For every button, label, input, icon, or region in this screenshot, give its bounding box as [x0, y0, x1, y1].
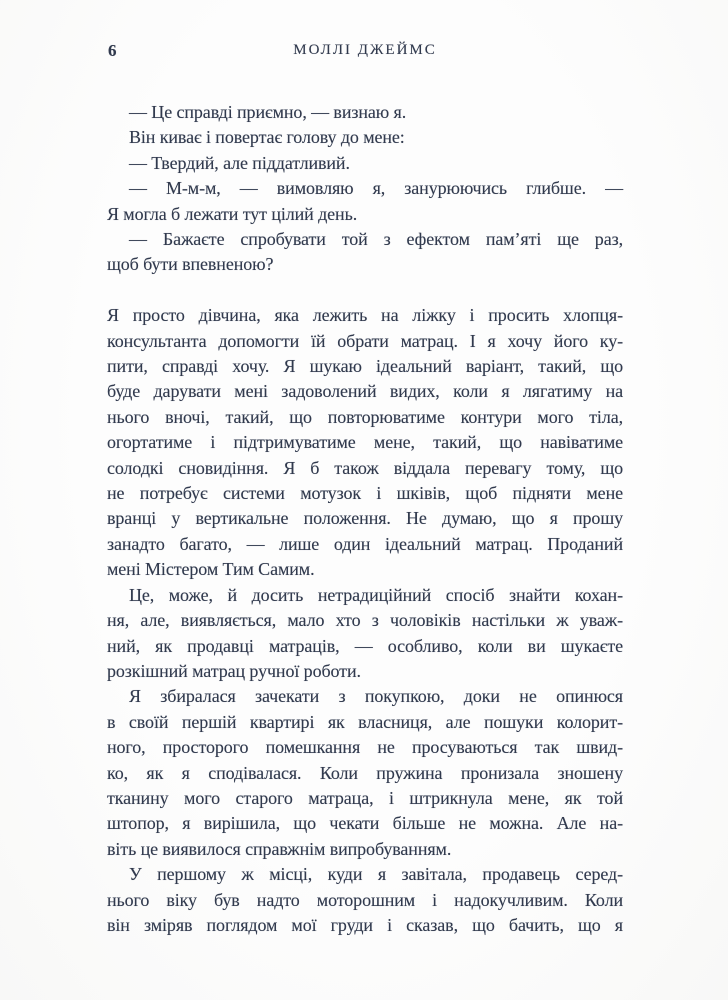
paragraph — [107, 684, 623, 862]
text-line: нього віку був надто моторошним і надокучливим. Коли — [107, 889, 623, 910]
text-line: мені Містером Тим Самим. — [107, 559, 315, 580]
text-line: — М-м-м, — вимовляю я, занурюючись глибше. — — [129, 178, 623, 199]
paragraph — [107, 583, 623, 685]
text-line: буде дарувати мені задоволений видих, коли я лягатиму на — [107, 381, 623, 402]
text-line: він зміряв поглядом мої груди і сказав, що бачить, що я — [107, 914, 623, 935]
page-header — [107, 41, 623, 63]
paragraph — [107, 303, 623, 582]
paragraph — [107, 151, 623, 176]
text-line: не потребує системи мотузок і шківів, щоб підняти мене — [107, 483, 623, 504]
text-line: Це, може, й досить нетрадиційний спосіб знайти кохан- — [129, 584, 623, 605]
body-text — [107, 100, 623, 938]
page-number: 6 — [108, 41, 117, 60]
text-line: солодкі сновидіння. Я б також віддала перевагу тому, що — [107, 457, 623, 478]
text-line: ний, як продавці матраців, — особливо, коли ви шукаєте — [107, 635, 623, 656]
paragraph — [107, 100, 623, 125]
text-line: віть це виявилося справжнім випробуванням. — [107, 838, 452, 859]
text-line: огортатиме і підтримуватиме мене, такий, що навіватиме — [107, 432, 623, 453]
running-header-title: МОЛЛІ ДЖЕЙМС — [293, 42, 437, 58]
text-line: щоб бути впевненою? — [107, 254, 274, 275]
text-line: тканину мого старого матраца, і штрикнула мене, як той — [107, 787, 623, 808]
paragraph — [107, 862, 623, 938]
text-line: ного, просторого помешкання не просуваються так швид- — [107, 737, 623, 758]
text-line: ко, як я сподівалася. Коли пружина пронизала зношену — [107, 762, 623, 783]
text-line: в своїй першій квартирі як власниця, але пошуки колорит- — [107, 711, 623, 732]
text-line: — Бажаєте спробувати той з ефектом пам’яті ще раз, — [129, 229, 623, 250]
text-line: вранці у вертикальне положення. Не думаю, що я прошу — [107, 508, 623, 529]
text-line: Я збиралася зачекати з покупкою, доки не опинюся — [129, 686, 623, 707]
text-line: занадто багато, — лише один ідеальний матрац. Проданий — [107, 533, 623, 554]
text-line: У першому ж місці, куди я завітала, продавець серед- — [129, 864, 623, 885]
text-line: розкішний матрац ручної роботи. — [107, 660, 361, 681]
text-line: Я просто дівчина, яка лежить на ліжку і просить хлопця- — [107, 305, 623, 326]
text-line: — Це справді приємно, — визнаю я. — [129, 102, 407, 122]
text-line: штопор, я вирішила, що чекати більше не можна. Але на- — [107, 813, 623, 834]
text-line: ня, але, виявляється, мало хто з чоловіків настільки ж уваж- — [107, 610, 623, 631]
paragraph — [107, 176, 623, 227]
paragraph — [107, 227, 623, 278]
text-line: консультанта допомогти їй обрати матрац. І я хочу його ку- — [107, 330, 623, 351]
paragraph — [107, 125, 623, 150]
text-line: пити, справді хочу. Я шукаю ідеальний варіант, такий, що — [107, 356, 623, 377]
text-line: нього вночі, такий, що повторюватиме контури мого тіла, — [107, 406, 623, 427]
text-line: Я могла б лежати тут цілий день. — [107, 203, 358, 224]
text-line: Він киває і повертає голову до мене: — [129, 127, 405, 148]
text-line: — Твердий, але піддатливий. — [129, 152, 350, 173]
